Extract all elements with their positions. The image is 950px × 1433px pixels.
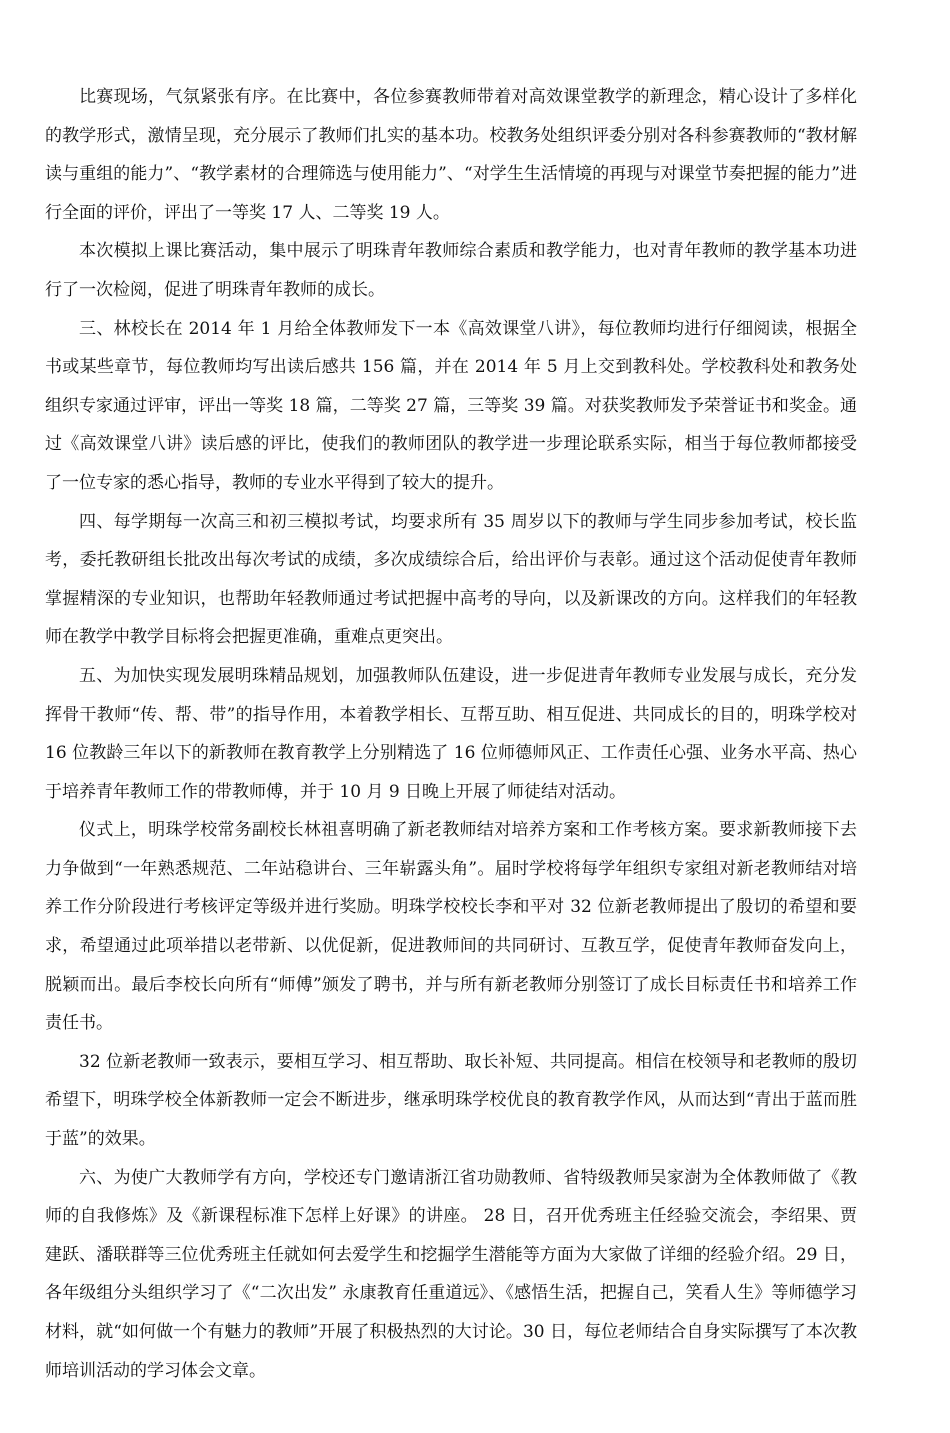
- paragraph-teacher-pledge: 32 位新老教师一致表示，要相互学习、相互帮助、取长补短、共同提高。相信在校领导和老教师的殷切希望下，明珠学校全体新教师一定会不断进步，继承明珠学校优良的教育教学作风，从而达到“青出于蓝而胜于蓝”的效果。: [45, 1051, 857, 1150]
- paragraph-section-three: 三、林校长在 2014 年 1 月给全体教师发下一本《高效课堂八讲》，每位教师均进行仔细阅读，根据全书或某些章节，每位教师均写出读后感共 156 篇，并在 2014 年 5 月上交到教科处。学校教科处和教务处组织专家通过评审，评出一等奖 18 篇，二等奖 27 篇，三等奖 39 篇。对获奖教师发予荣誉证书和奖金。通过《高效课堂八讲》读后感的评比，使我们的教师团队的教学进一步理论联系实际，相当于每位教师都接受了一位专家的悉心指导，教师的专业水平得到了较大的提升。: [45, 318, 857, 493]
- document-body: [45, 78, 857, 1390]
- paragraph-competition-summary: 本次模拟上课比赛活动，集中展示了明珠青年教师综合素质和教学能力，也对青年教师的教学基本功进行了一次检阅，促进了明珠青年教师的成长。: [45, 241, 857, 300]
- paragraph-ceremony: 仪式上，明珠学校常务副校长林祖喜明确了新老教师结对培养方案和工作考核方案。要求新教师接下去力争做到“一年熟悉规范、二年站稳讲台、三年崭露头角”。届时学校将每学年组织专家组对新老教师结对培养工作分阶段进行考核评定等级并进行奖励。明珠学校校长李和平对 32 位新老教师提出了殷切的希望和要求，希望通过此项举措以老带新、以优促新，促进教师间的共同研讨、互教互学，促使青年教师奋发向上，脱颖而出。最后李校长向所有“师傅”颁发了聘书，并与所有新老教师分别签订了成长目标责任书和培养工作责任书。: [45, 820, 857, 1034]
- paragraph-section-five: 五、为加快实现发展明珠精品规划，加强教师队伍建设，进一步促进青年教师专业发展与成长，充分发挥骨干教师“传、帮、带”的指导作用，本着教学相长、互帮互助、相互促进、共同成长的目的，明珠学校对 16 位教龄三年以下的新教师在教育教学上分别精选了 16 位师德师风正、工作责任心强、业务水平高、热心于培养青年教师工作的带教师傅，并于 10 月 9 日晚上开展了师徒结对活动。: [45, 665, 857, 802]
- paragraph-section-six: 六、为使广大教师学有方向，学校还专门邀请浙江省功勋教师、省特级教师吴家澍为全体教师做了《教师的自我修炼》及《新课程标准下怎样上好课》的讲座。 28 日，召开优秀班主任经验交流会，李绍果、贾建跃、潘联群等三位优秀班主任就如何去爱学生和挖掘学生潜能等方面为大家做了详细的经验介绍。29 日，各年级组分头组织学习了《“二次出发” 永康教育任重道远》、《感悟生活，把握自己，笑看人生》等师德学习材料，就“如何做一个有魅力的教师”开展了积极热烈的大讨论。30 日，每位老师结合自身实际撰写了本次教师培训活动的学习体会文章。: [45, 1167, 857, 1381]
- paragraph-section-four: 四、每学期每一次高三和初三模拟考试，均要求所有 35 周岁以下的教师与学生同步参加考试，校长监考，委托教研组长批改出每次考试的成绩，多次成绩综合后，给出评价与表彰。通过这个活动促使青年教师掌握精深的专业知识，也帮助年轻教师通过考试把握中高考的导向，以及新课改的方向。这样我们的年轻教师在教学中教学目标将会把握更准确，重难点更突出。: [45, 511, 857, 648]
- paragraph-competition-scene: 比赛现场，气氛紧张有序。在比赛中，各位参赛教师带着对高效课堂教学的新理念，精心设计了多样化的教学形式，激情呈现，充分展示了教师们扎实的基本功。校教务处组织评委分别对各科参赛教师的“教材解读与重组的能力”、“教学素材的合理筛选与使用能力”、“对学生生活情境的再现与对课堂节奏把握的能力”进行全面的评价，评出了一等奖 17 人、二等奖 19 人。: [45, 87, 857, 223]
